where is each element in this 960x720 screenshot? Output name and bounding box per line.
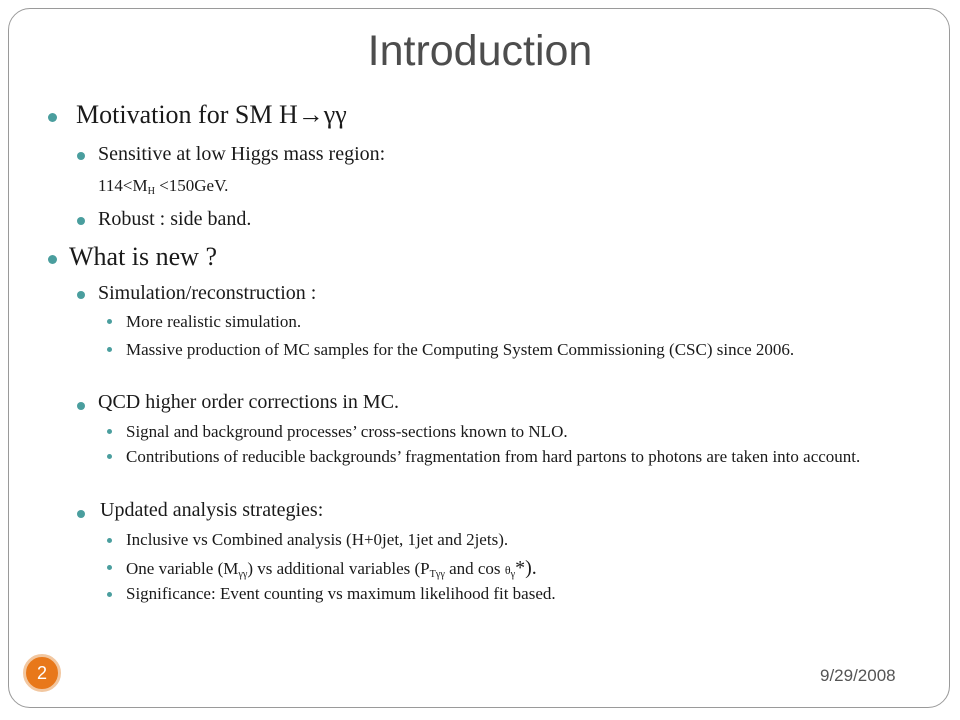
bullet-icon: [107, 347, 112, 352]
page-number-badge: [23, 654, 61, 692]
strategies-label: Updated analysis strategies:: [100, 499, 324, 521]
bullet-icon: [77, 291, 85, 299]
simulation-item: Massive production of MC samples for the Computing System Commissioning (CSC) since 2006.: [126, 340, 795, 359]
robust-text: Robust : side band.: [98, 208, 252, 230]
bullet-icon: [107, 429, 112, 434]
bullet-icon: [77, 402, 85, 410]
bullet-icon: [107, 565, 112, 570]
bullet-icon: [107, 319, 112, 324]
bullet-icon: [107, 592, 112, 597]
sensitive-text: Sensitive at low Higgs mass region:: [98, 143, 386, 165]
bullet-icon: [48, 113, 57, 122]
qcd-item: Signal and background processes’ cross-sections known to NLO.: [126, 422, 568, 441]
bullet-icon: [77, 217, 85, 225]
slide-title: Introduction: [367, 27, 593, 75]
strategies-item: Significance: Event counting vs maximum likelihood fit based.: [126, 584, 556, 603]
qcd-item: Contributions of reducible backgrounds’ fragmentation from hard partons to photons are taken into account.: [126, 447, 861, 466]
bullet-icon: [107, 538, 112, 543]
page-number: 2: [36, 663, 47, 683]
motivation-heading: Motivation for SM H→γγ: [76, 100, 347, 129]
bullet-icon: [107, 454, 112, 459]
bullet-icon: [48, 255, 57, 264]
strategies-item: One variable $(M_{\gamma\gamma})$ vs additional variables ($P_{T\gamma\gamma}$ and $\cos \theta_\gamma*$).: [126, 557, 537, 580]
qcd-label: QCD higher order corrections in MC.: [98, 391, 400, 413]
bullet-icon: [77, 510, 85, 518]
simulation-label: Simulation/reconstruction :: [98, 282, 317, 304]
whats-new-heading: What is new ?: [69, 242, 218, 271]
simulation-item: More realistic simulation.: [126, 312, 302, 331]
arrow-gamma-gamma: →γγ: [297, 100, 347, 129]
slide-date: 9/29/2008: [820, 666, 896, 685]
strategies-item: Inclusive vs Combined analysis (H+0jet, 1jet and 2jets).: [126, 530, 509, 549]
bullet-icon: [77, 152, 85, 160]
mass-range-text: $114<M_H <150GeV$.: [98, 176, 229, 197]
